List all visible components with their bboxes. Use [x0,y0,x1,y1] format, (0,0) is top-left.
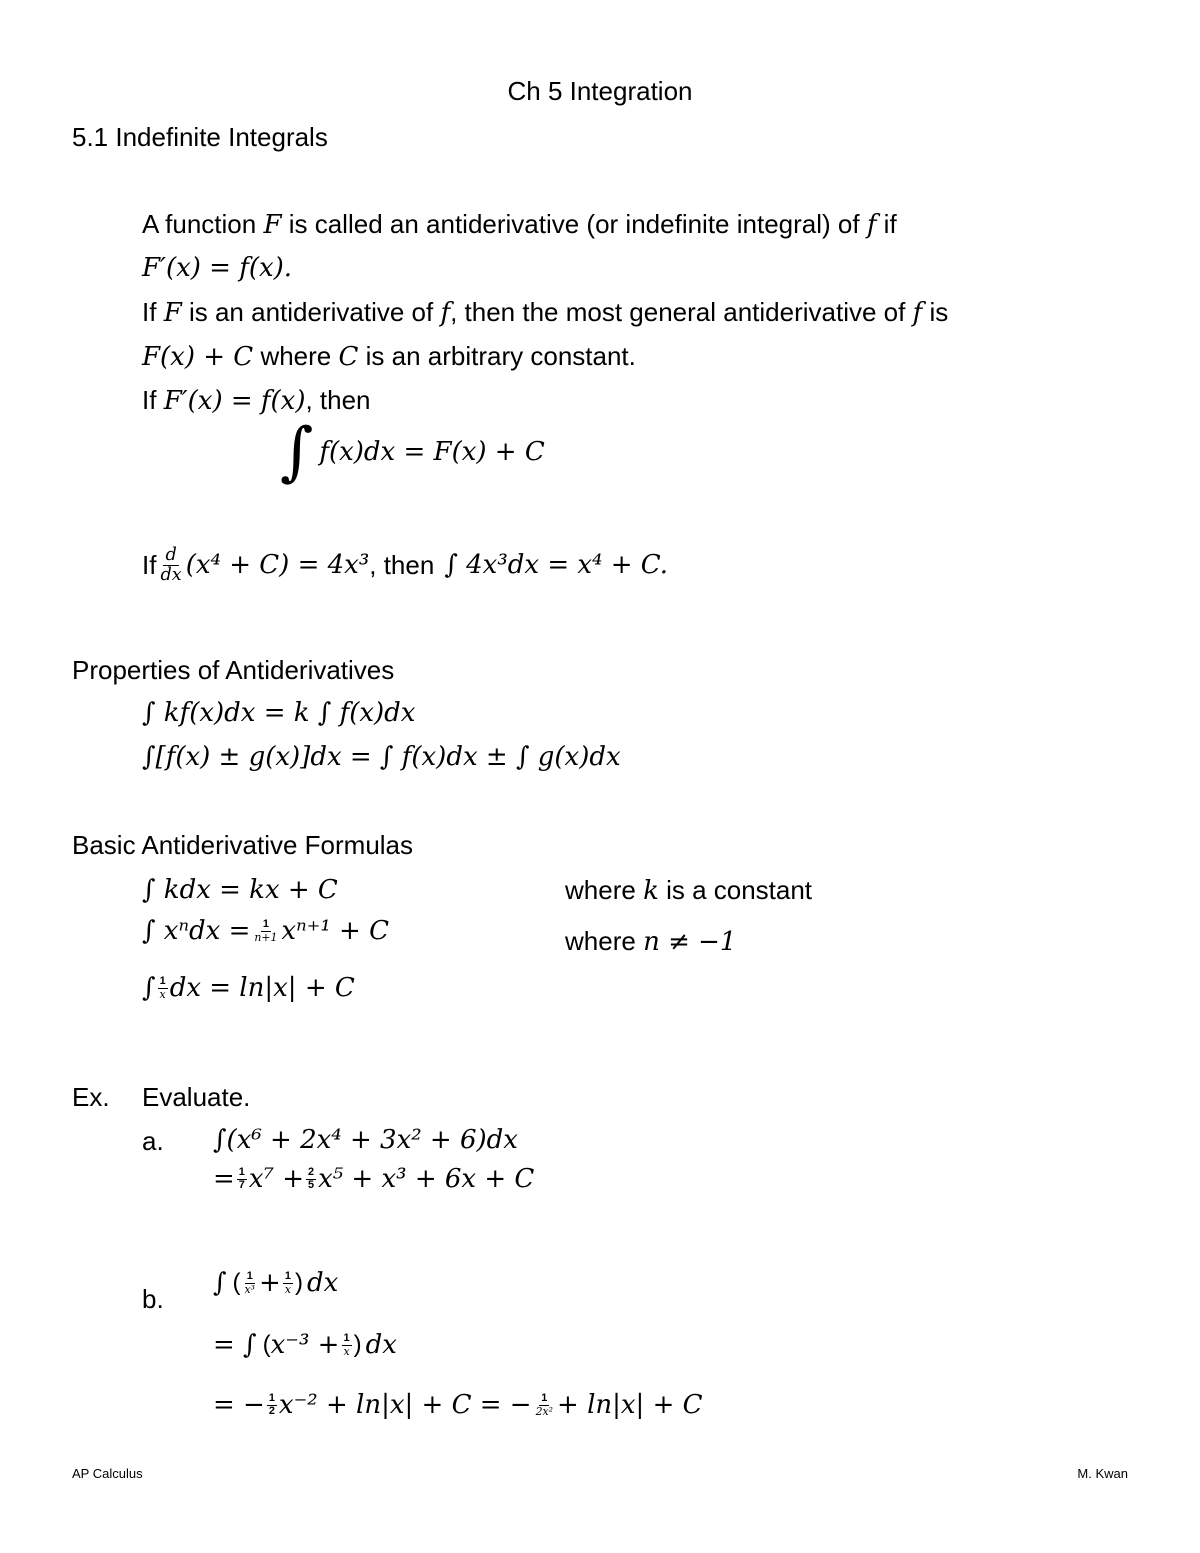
frac-den: x [343,1344,350,1358]
properties-heading: Properties of Antiderivatives [72,655,395,685]
section-heading: 5.1 Indefinite Integrals [72,122,328,152]
var-k: k [643,876,659,906]
frac-den: x [159,987,166,1001]
formulas-heading: Basic Antiderivative Formulas [72,830,414,860]
frac-den: 7 [238,1178,245,1191]
definition-line-5 [142,387,371,414]
math-lhs: ∫ xⁿdx = [142,916,251,946]
equals-minus: = − [213,1390,265,1420]
definition-line-4 [142,343,636,370]
formula-constant: ∫ kdx = kx + C [142,875,338,905]
text: , then [369,550,435,581]
frac-num: d [165,545,177,565]
fraction-one-half [267,1393,277,1417]
var-f: f [440,298,451,328]
d-dx-fraction [158,546,183,584]
frac-num: 1 [238,1166,245,1179]
part-a-integral: ∫(x⁶ + 2x⁴ + 3x² + 6)dx [213,1125,518,1155]
var-C: C [338,342,359,372]
part-a-label: a. [142,1126,164,1156]
footer-author: M. Kwan [1077,1466,1128,1481]
frac-den: x [284,1282,291,1296]
log-fraction [158,976,168,1000]
frac-num: 1 [284,1270,291,1283]
frac-num: 1 [343,1332,350,1345]
frac-num: 1 [541,1392,548,1405]
definition-line-3 [142,299,948,326]
math-rhs: dx = ln|x| + C [169,973,355,1003]
math-term: + ln|x| + C [557,1390,703,1420]
formula-constant-note [565,877,812,904]
left-paren: ( [232,1269,241,1296]
frac-num: 2 [308,1166,315,1179]
fraction-one-over-2x-squared [534,1393,555,1417]
formula-power-note [565,928,736,955]
formula-power-rule [142,918,389,944]
integral-sign: ∫ [142,973,156,1003]
frac-num: 1 [268,1392,275,1405]
footer-course: AP Calculus [72,1466,143,1481]
text: If [142,297,157,327]
property-constant-multiple: ∫ kf(x)dx = k ∫ f(x)dx [142,698,416,728]
frac-den: n+1 [254,930,278,944]
definition-line-1 [142,211,897,238]
frac-den: 2x² [535,1404,554,1418]
left-paren: ( [262,1331,271,1358]
text: where [565,875,636,905]
text: , then the most general antiderivative of [450,297,906,327]
right-paren: ) [353,1331,362,1358]
right-paren: ) [294,1269,303,1296]
dx: dx [306,1268,339,1298]
frac-den: 2 [268,1404,275,1417]
frac-num: 1 [262,918,269,931]
exercise-instruction: Evaluate. [142,1082,251,1112]
part-a-solution [213,1166,534,1192]
display-equation: f(x)dx = F(x) + C [319,437,545,467]
fraction-one-seventh [237,1167,247,1191]
text: is [929,297,949,327]
text: is a constant [666,875,813,905]
math-term: x⁷ + [248,1164,304,1194]
text: if [883,209,897,239]
equals-integral: = ∫ [213,1330,257,1360]
text: is an arbitrary constant. [365,341,636,371]
definition-line-2: F′(x) = f(x). [142,253,293,283]
frac-den: 5 [308,1178,315,1191]
text: is an antiderivative of [188,297,434,327]
display-integral [280,415,545,489]
exercise-label: Ex. [72,1082,110,1112]
math-F-plus-C: F(x) + C [142,342,254,372]
text: If [142,385,157,415]
plus: + [259,1268,281,1298]
var-f: f [912,298,923,328]
math-term: x⁻³ + [270,1330,340,1360]
integral-sign: ∫ [213,1268,227,1298]
part-b-integral [213,1270,338,1296]
fraction-one-over-x [283,1271,293,1295]
text: where [565,926,636,956]
part-b-step-3 [213,1392,703,1418]
text: is called an antiderivative (or indefinite integral) of [288,209,860,239]
var-f: f [866,210,877,240]
math-term: x⁵ + x³ + 6x + C [318,1164,535,1194]
math-derivative-eq: F′(x) = f(x) [163,386,306,416]
text: where [260,341,332,371]
page-title: Ch 5 Integration [507,76,693,106]
equals: = [213,1164,235,1194]
fraction-one-over-x [341,1333,351,1357]
text: If [142,550,157,581]
frac-num: 1 [246,1270,253,1283]
frac-num: 1 [159,975,166,988]
derivative-example [142,546,668,584]
property-sum-difference: ∫[f(x) ± g(x)]dx = ∫ f(x)dx ± ∫ g(x)dx [142,742,621,772]
frac-den: dx [160,564,182,585]
math-term: x⁻² + ln|x| + C = − [278,1390,532,1420]
text: , then [305,385,371,415]
part-b-label: b. [142,1284,164,1314]
var-F: F [263,210,282,240]
fraction-two-fifths [306,1167,316,1191]
part-b-step-2 [213,1332,397,1358]
var-F: F [163,298,182,328]
math-condition: n ≠ −1 [643,927,737,957]
fraction-one-over-x-cubed [243,1271,258,1295]
frac-den: x³ [244,1282,256,1296]
power-fraction [252,919,279,943]
text: A function [142,209,257,239]
math-rhs: xⁿ⁺¹ + C [281,916,389,946]
formula-log-rule [142,975,355,1001]
math-expression: (x⁴ + C) = 4x³ [185,550,370,581]
math-result: ∫ 4x³dx = x⁴ + C. [444,550,669,581]
dx: dx [365,1330,397,1360]
integral-sign: ∫ [280,415,314,489]
